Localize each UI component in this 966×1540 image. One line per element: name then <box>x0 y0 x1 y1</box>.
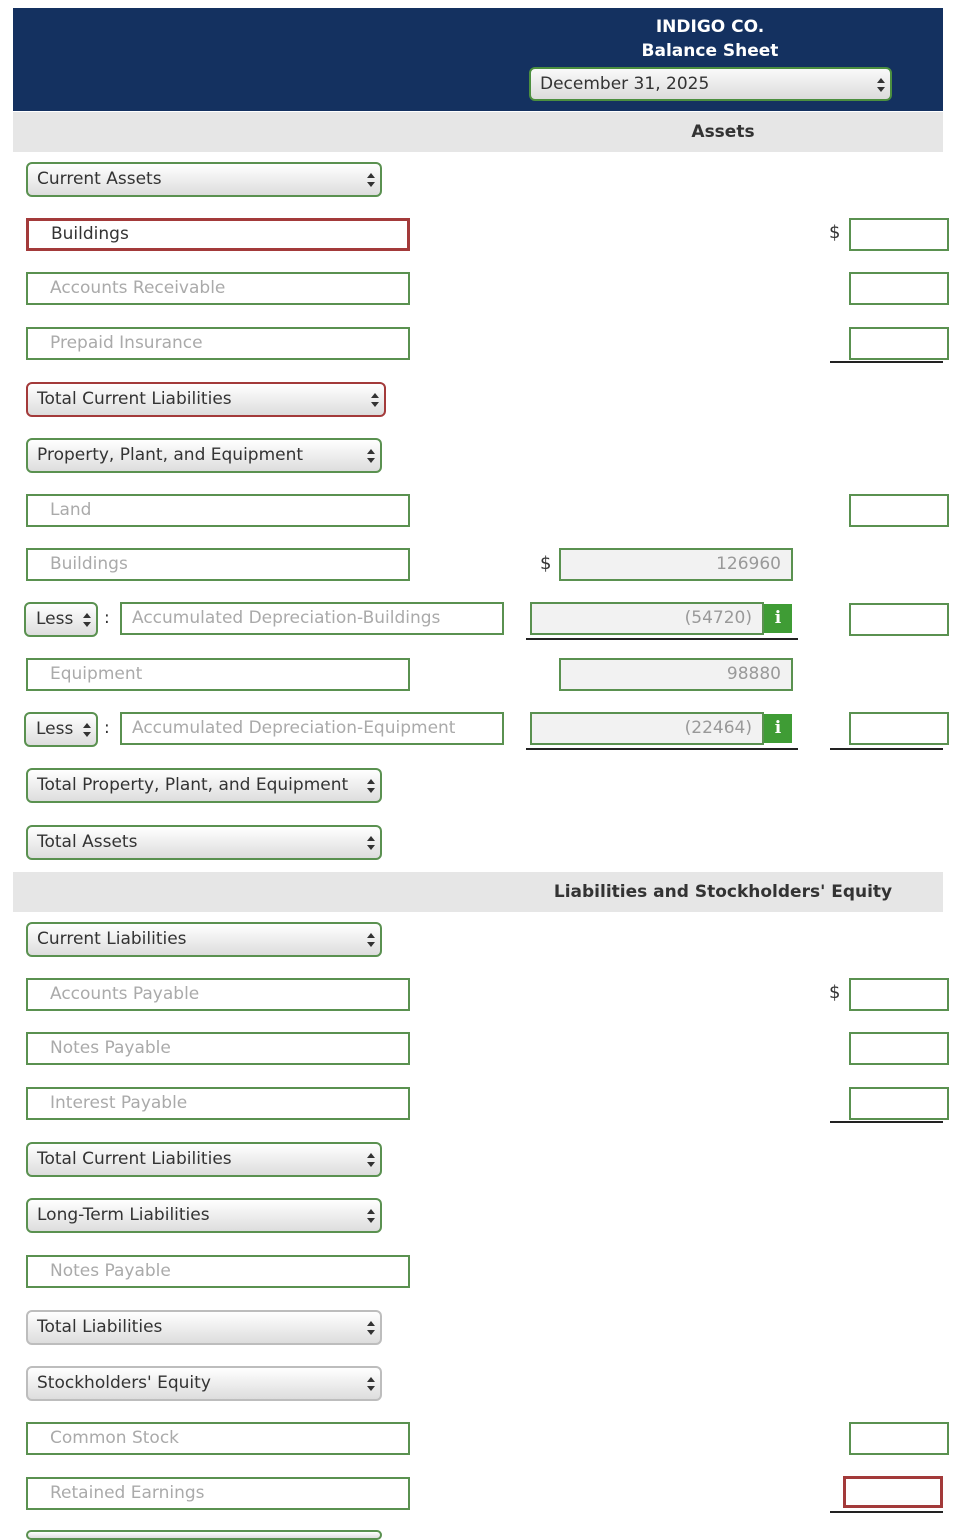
less-select[interactable] <box>24 602 98 637</box>
company-name: INDIGO CO. <box>655 17 765 37</box>
ppe-select-value: Property, Plant, and Equipment <box>37 445 304 465</box>
less-select-value: Less <box>36 609 74 629</box>
current-liability-item-3[interactable]: Interest Payable <box>26 1087 410 1120</box>
current-asset-amount-1[interactable] <box>849 218 949 251</box>
dollar-sign: $ <box>829 982 841 1003</box>
total-assets-select-value: Total Assets <box>37 832 138 852</box>
total-ppe-select[interactable] <box>26 768 382 803</box>
total-current-assets-select[interactable] <box>26 382 386 417</box>
date-select[interactable] <box>529 67 892 101</box>
total-current-liabilities-select-value: Total Current Liabilities <box>37 1149 232 1169</box>
assets-section-bar <box>13 112 943 152</box>
common-stock-item[interactable]: Common Stock <box>26 1422 410 1455</box>
net-equipment-amount[interactable] <box>849 712 949 745</box>
date-select-value: December 31, 2025 <box>540 74 710 94</box>
equipment-amount[interactable]: 98880 <box>559 658 793 691</box>
colon: : <box>104 718 110 738</box>
current-liability-amount-3[interactable] <box>849 1087 949 1120</box>
current-assets-select[interactable] <box>26 162 382 197</box>
select-arrows-icon <box>877 77 884 93</box>
select-arrows-icon <box>367 778 374 794</box>
select-arrows-icon <box>371 392 378 408</box>
accum-dep-equipment-amount[interactable]: (22464) <box>530 712 764 745</box>
select-arrows-icon <box>367 1208 374 1224</box>
current-asset-item-1[interactable]: Buildings <box>26 218 410 251</box>
current-asset-item-2[interactable]: Accounts Receivable <box>26 272 410 305</box>
common-stock-amount[interactable] <box>849 1422 949 1455</box>
statement-title: Balance Sheet <box>641 41 779 61</box>
current-liability-item-1[interactable]: Accounts Payable <box>26 978 410 1011</box>
current-liabilities-select[interactable] <box>26 922 382 957</box>
total-liabilities-select[interactable] <box>26 1310 382 1345</box>
retained-earnings-amount[interactable] <box>843 1476 943 1508</box>
underline <box>526 638 798 640</box>
underline <box>830 1121 943 1123</box>
accum-dep-equipment-item[interactable]: Accumulated Depreciation-Equipment <box>120 712 504 745</box>
assets-section-title: Assets <box>691 122 755 142</box>
current-liabilities-select-value: Current Liabilities <box>37 929 187 949</box>
ppe-select[interactable] <box>26 438 382 473</box>
current-liability-amount-2[interactable] <box>849 1032 949 1065</box>
dollar-sign: $ <box>540 553 552 574</box>
stockholders-equity-select[interactable] <box>26 1366 382 1401</box>
net-buildings-amount[interactable] <box>849 603 949 636</box>
current-assets-select-value: Current Assets <box>37 169 162 189</box>
total-current-liabilities-select[interactable] <box>26 1142 382 1177</box>
total-assets-select[interactable] <box>26 825 382 860</box>
current-asset-amount-2[interactable] <box>849 272 949 305</box>
info-icon[interactable]: i <box>764 604 792 633</box>
select-arrows-icon <box>367 835 374 851</box>
long-term-liabilities-select[interactable] <box>26 1198 382 1233</box>
select-arrows-icon <box>367 1320 374 1336</box>
select-arrows-icon <box>367 172 374 188</box>
total-ppe-select-value: Total Property, Plant, and Equipment <box>37 775 349 795</box>
select-arrows-icon <box>367 932 374 948</box>
long-term-liabilities-select-value: Long-Term Liabilities <box>37 1205 210 1225</box>
long-term-liability-item[interactable]: Notes Payable <box>26 1255 410 1288</box>
current-asset-item-3[interactable]: Prepaid Insurance <box>26 327 410 360</box>
buildings-amount[interactable]: 126960 <box>559 548 793 581</box>
buildings-item[interactable]: Buildings <box>26 548 410 581</box>
select-arrows-icon <box>367 1376 374 1392</box>
current-liability-amount-1[interactable] <box>849 978 949 1011</box>
retained-earnings-item[interactable]: Retained Earnings <box>26 1477 410 1510</box>
underline <box>830 361 943 363</box>
land-amount[interactable] <box>849 494 949 527</box>
select-arrows-icon <box>83 722 90 738</box>
total-liabilities-select-value: Total Liabilities <box>37 1317 163 1337</box>
next-select-partial[interactable] <box>26 1530 382 1540</box>
dollar-sign: $ <box>829 222 841 243</box>
info-icon[interactable]: i <box>764 714 792 743</box>
colon: : <box>104 608 110 628</box>
current-asset-amount-3[interactable] <box>849 327 949 360</box>
stockholders-equity-select-value: Stockholders' Equity <box>37 1373 211 1393</box>
current-liability-item-2[interactable]: Notes Payable <box>26 1032 410 1065</box>
less-select-value: Less <box>36 719 74 739</box>
select-arrows-icon <box>83 612 90 628</box>
accum-dep-buildings-item[interactable]: Accumulated Depreciation-Buildings <box>120 602 504 635</box>
select-arrows-icon <box>367 1152 374 1168</box>
underline <box>526 748 798 750</box>
liabilities-section-bar <box>13 872 943 912</box>
total-current-assets-select-value: Total Current Liabilities <box>37 389 232 409</box>
less-select[interactable] <box>24 712 98 747</box>
select-arrows-icon <box>367 448 374 464</box>
equipment-item[interactable]: Equipment <box>26 658 410 691</box>
underline <box>830 1511 943 1513</box>
accum-dep-buildings-amount[interactable]: (54720) <box>530 602 764 635</box>
land-item[interactable]: Land <box>26 494 410 527</box>
liabilities-section-title: Liabilities and Stockholders' Equity <box>553 882 893 902</box>
underline <box>830 748 943 750</box>
